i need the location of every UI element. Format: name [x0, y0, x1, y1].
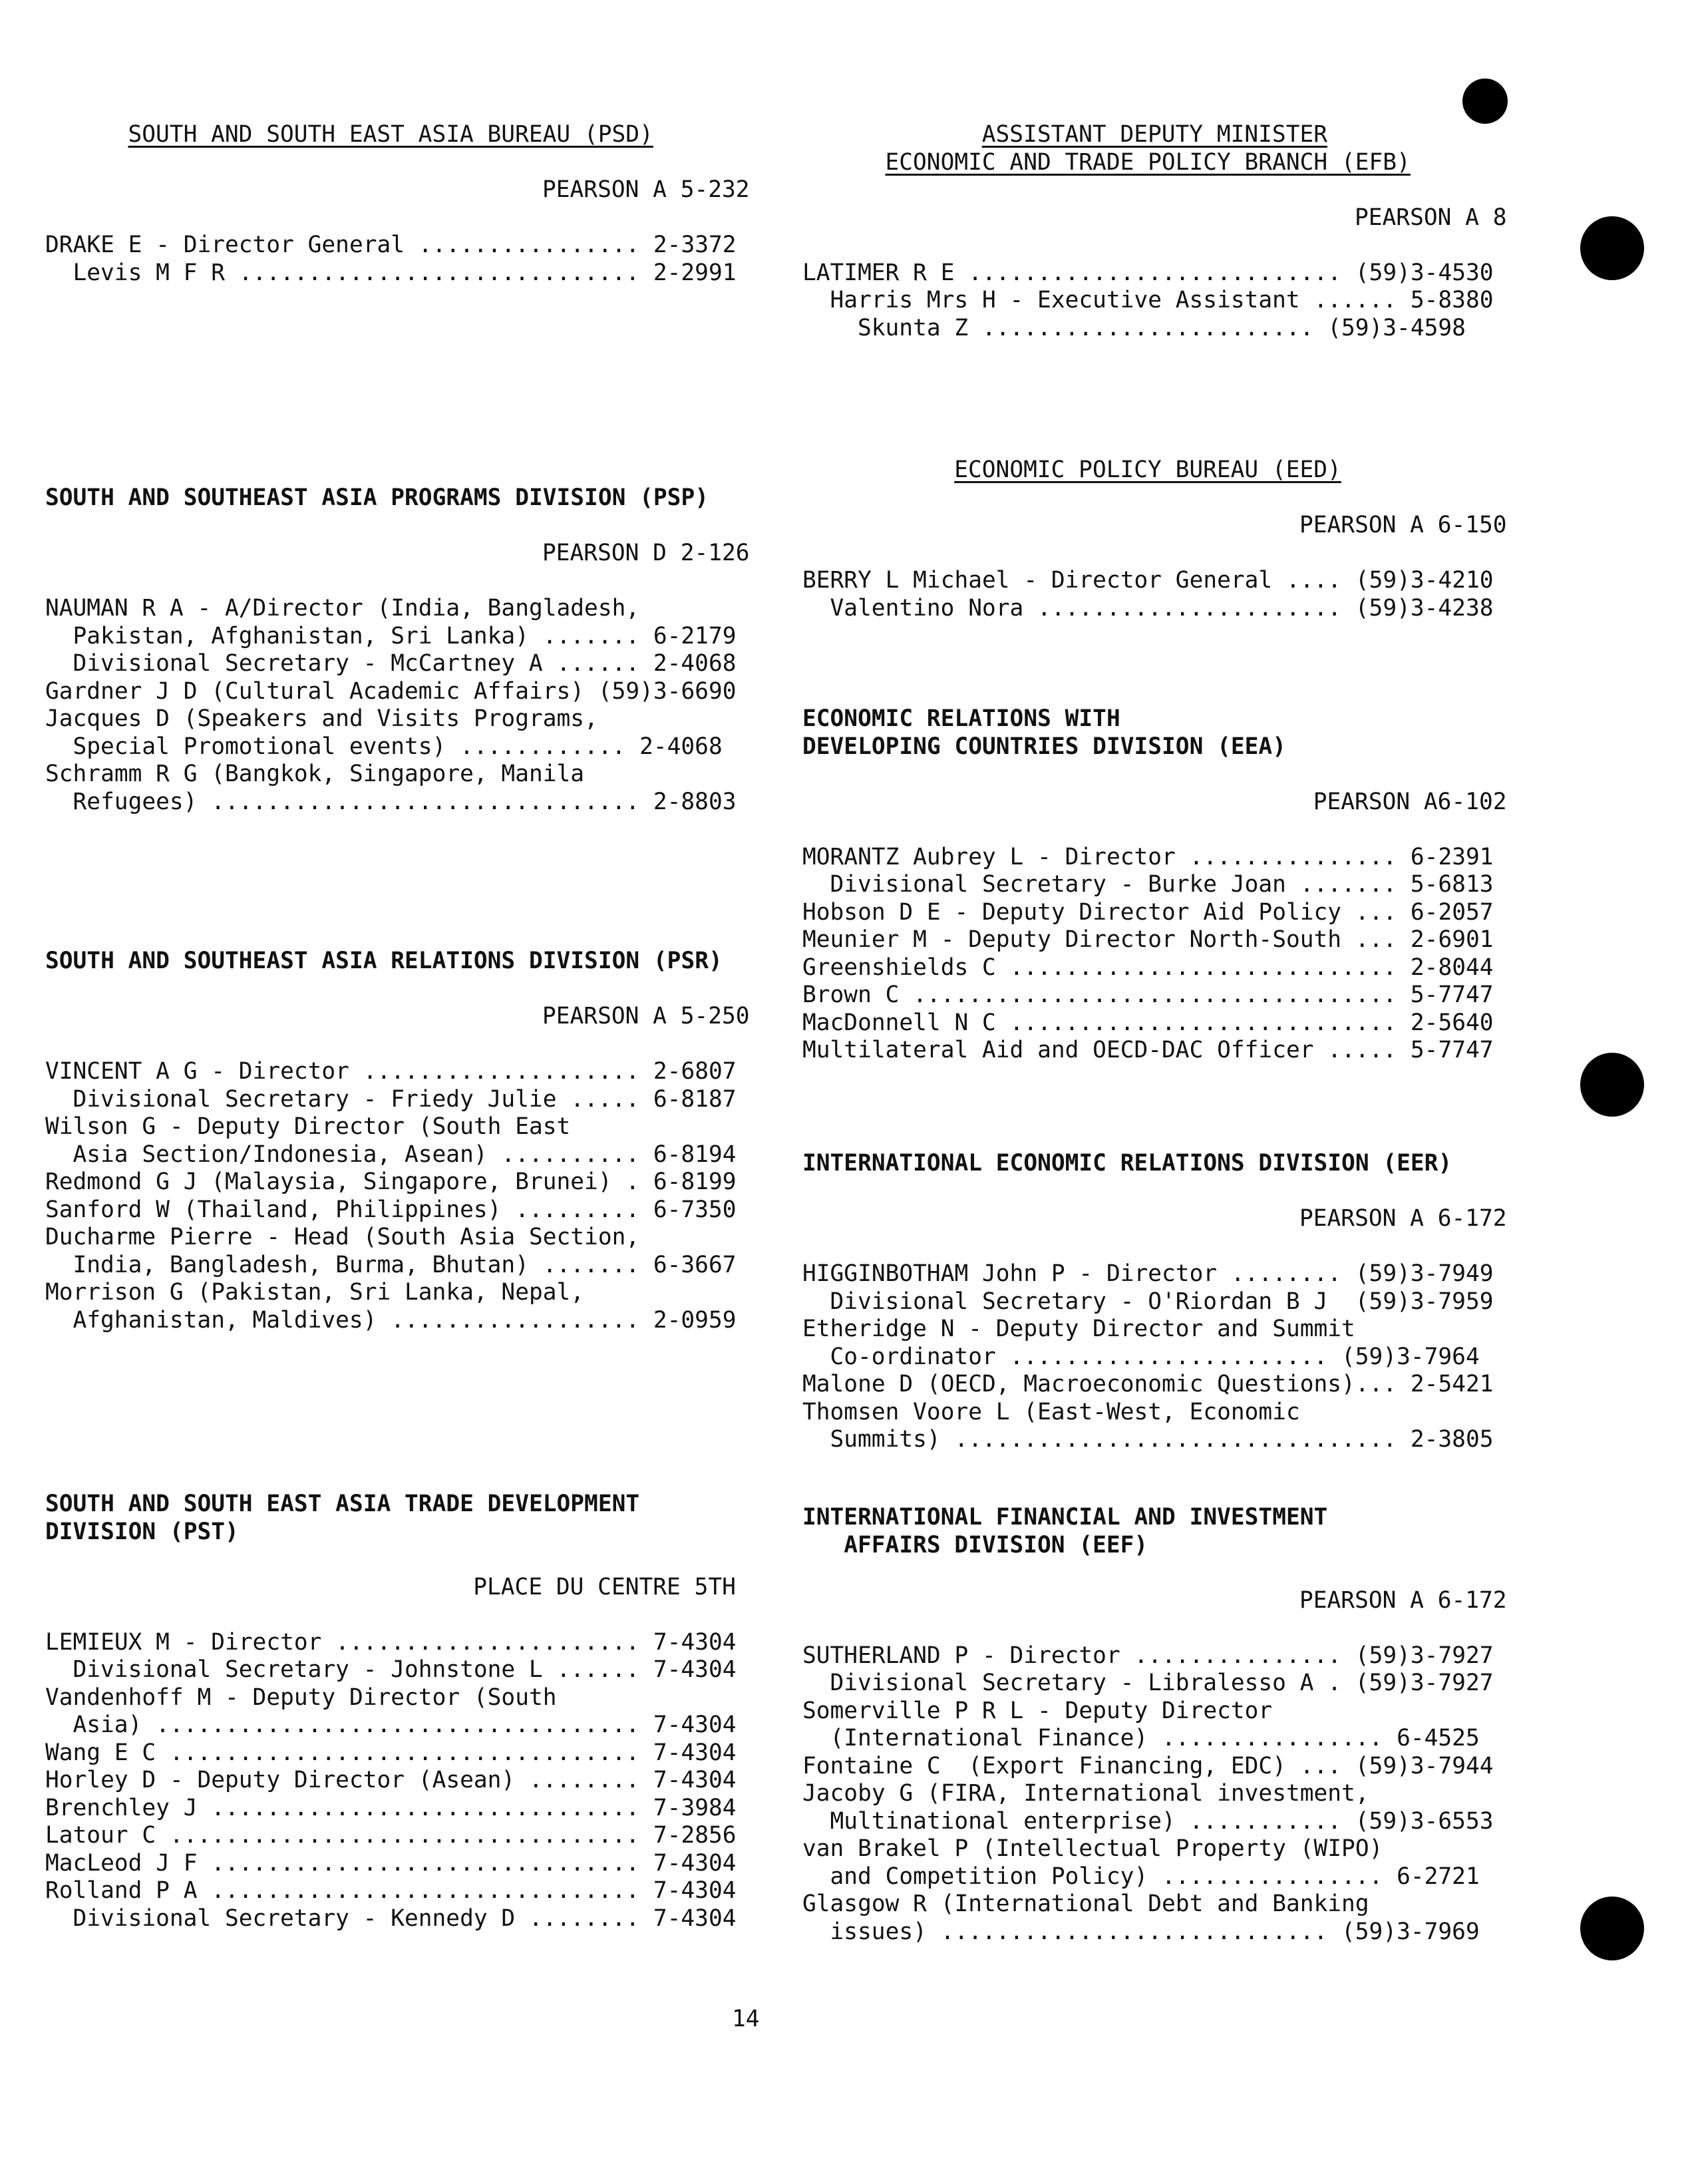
directory-line — [802, 1753, 1508, 1781]
directory-line — [802, 844, 1508, 872]
page-number: 14 — [732, 2006, 760, 2032]
directory-line — [802, 954, 1508, 982]
directory-line — [802, 1725, 1508, 1753]
directory-line — [45, 595, 751, 623]
spacer — [802, 1614, 1508, 1642]
line-text: Divisional Secretary - Johnstone L ...... 7-4304 — [73, 1656, 737, 1683]
line-text: PEARSON A 6-172 — [1299, 1205, 1507, 1232]
section-heading — [45, 1519, 751, 1547]
directory-line — [45, 789, 751, 817]
directory-line — [45, 540, 751, 568]
directory-line — [45, 623, 751, 651]
spacer — [802, 1178, 1508, 1206]
line-text: Divisional Secretary - Kennedy D ........ 7-4304 — [73, 1905, 737, 1932]
line-text: Skunta Z ........................ (59)3-4598 — [858, 314, 1466, 341]
directory-line — [802, 1037, 1508, 1065]
directory-line — [45, 1795, 751, 1823]
line-text: Refugees) ............................... 2-8803 — [73, 788, 737, 815]
spacer — [45, 976, 751, 1003]
line-text: Divisional Secretary - Burke Joan ....... 5-6813 — [830, 871, 1494, 898]
line-text: Jacoby G (FIRA, International investment, — [802, 1780, 1369, 1807]
directory-line — [45, 1003, 751, 1031]
directory-line — [802, 1316, 1508, 1344]
directory-line — [802, 1426, 1508, 1454]
line-text: Ducharme Pierre - Head (South Asia Section, — [45, 1224, 640, 1250]
section-psr — [45, 948, 751, 1334]
directory-line — [802, 871, 1508, 899]
directory-line — [45, 705, 751, 733]
line-text: ECONOMIC POLICY BUREAU (EED) — [954, 456, 1341, 483]
line-text: DRAKE E - Director General ................ 2-3372 — [45, 232, 737, 258]
directory-line — [45, 1196, 751, 1224]
directory-line — [45, 232, 751, 260]
section-pst — [45, 1491, 751, 1932]
line-text: Somerville P R L - Deputy Director — [802, 1697, 1273, 1724]
line-text: PEARSON A 6-172 — [1299, 1586, 1507, 1614]
line-text: Horley D - Deputy Director (Asean) ........ 7-4304 — [45, 1767, 737, 1793]
punch-hole — [1580, 1897, 1644, 1960]
line-text: ECONOMIC RELATIONS WITH — [802, 705, 1120, 732]
line-text: HIGGINBOTHAM John P - Director ........ (59)3-7949 — [802, 1260, 1494, 1287]
line-text: Harris Mrs H - Executive Assistant ...... 5-8380 — [830, 287, 1494, 313]
section-eea — [802, 705, 1508, 1065]
line-text: van Brakel P (Intellectual Property (WIPO) — [802, 1835, 1383, 1862]
line-text: LATIMER R E ........................... (59)3-4530 — [802, 259, 1494, 286]
line-text: AFFAIRS DIVISION (EEF) — [844, 1531, 1148, 1558]
line-text: PEARSON A 6-150 — [1299, 512, 1507, 538]
directory-line — [802, 260, 1508, 287]
directory-line — [45, 678, 751, 706]
directory-line — [45, 260, 751, 287]
punch-hole — [1580, 1053, 1644, 1117]
line-text: SOUTH AND SOUTHEAST ASIA PROGRAMS DIVISION (PSP) — [45, 484, 709, 511]
directory-line — [45, 1058, 751, 1086]
spacer — [45, 149, 751, 177]
line-text: Wang E C .................................. 7-4304 — [45, 1739, 737, 1766]
directory-line — [802, 1835, 1508, 1863]
section-heading — [802, 1532, 1508, 1560]
directory-line — [45, 1712, 751, 1739]
directory-line — [802, 1260, 1508, 1288]
line-text: Divisional Secretary - Friedy Julie ..... 6-8187 — [73, 1085, 737, 1113]
directory-line — [45, 1850, 751, 1878]
section-heading — [802, 456, 1508, 484]
spacer — [802, 1233, 1508, 1261]
directory-line — [45, 1252, 751, 1280]
line-text: Multilateral Aid and OECD-DAC Officer ..... 5-7747 — [802, 1037, 1494, 1063]
section-eef — [802, 1504, 1508, 1946]
line-text: VINCENT A G - Director .................... 2-6807 — [45, 1058, 737, 1085]
directory-line — [45, 1141, 751, 1169]
line-text: PEARSON D 2-126 — [542, 540, 750, 566]
section-heading — [45, 1491, 751, 1519]
line-text: PLACE DU CENTRE 5TH — [473, 1573, 736, 1600]
line-text: issues) ............................ (59)3-7969 — [830, 1918, 1480, 1945]
line-text: Schramm R G (Bangkok, Singapore, Manila — [45, 761, 585, 787]
line-text: Brenchley J ............................... 7-3984 — [45, 1794, 737, 1821]
line-text: ASSISTANT DEPUTY MINISTER — [981, 121, 1328, 148]
directory-line — [802, 1808, 1508, 1836]
line-text: Asia) ................................... 7-4304 — [73, 1712, 737, 1738]
line-text: PEARSON A 5-250 — [542, 1003, 750, 1029]
directory-line — [802, 1698, 1508, 1726]
directory-line — [802, 1918, 1508, 1946]
line-text: PEARSON A 8 — [1355, 204, 1507, 231]
line-text: DEVELOPING COUNTRIES DIVISION (EEA) — [802, 733, 1286, 760]
directory-line — [802, 1863, 1508, 1891]
directory-line — [45, 1877, 751, 1905]
spacer — [45, 1546, 751, 1574]
directory-line — [802, 1009, 1508, 1037]
line-text: SOUTH AND SOUTH EAST ASIA BUREAU (PSD) — [128, 121, 653, 148]
section-heading — [802, 733, 1508, 761]
punch-hole — [1462, 79, 1508, 124]
section-efb — [802, 121, 1508, 342]
section-heading — [802, 149, 1508, 177]
spacer — [802, 1559, 1508, 1587]
directory-line — [45, 650, 751, 678]
directory-line — [45, 1656, 751, 1684]
line-text: Pakistan, Afghanistan, Sri Lanka) ....... 6-2179 — [73, 622, 737, 649]
line-text: INTERNATIONAL ECONOMIC RELATIONS DIVISION (EER) — [802, 1150, 1452, 1177]
spacer — [45, 1601, 751, 1629]
line-text: Jacques D (Speakers and Visits Programs, — [45, 705, 598, 732]
directory-line — [802, 789, 1508, 817]
directory-line — [45, 1113, 751, 1141]
line-text: LEMIEUX M - Director ...................... 7-4304 — [45, 1628, 737, 1656]
line-text: INTERNATIONAL FINANCIAL AND INVESTMENT — [802, 1504, 1328, 1531]
line-text: Asia Section/Indonesia, Asean) .......... 6-8194 — [73, 1141, 737, 1168]
directory-line — [45, 1086, 751, 1114]
line-text: (International Finance) ................ 6-4525 — [830, 1725, 1480, 1751]
directory-line — [802, 1891, 1508, 1918]
spacer — [802, 761, 1508, 789]
spacer — [802, 484, 1508, 512]
directory-line — [802, 567, 1508, 595]
spacer — [802, 816, 1508, 844]
section-heading — [45, 948, 751, 976]
line-text: Glasgow R (International Debt and Banking — [802, 1891, 1369, 1917]
line-text: Sanford W (Thailand, Philippines) ......... 6-7350 — [45, 1196, 737, 1223]
line-text: Divisional Secretary - Libralesso A . (59)3-7927 — [830, 1670, 1494, 1696]
directory-line — [45, 176, 751, 204]
line-text: Summits) ................................ 2-3805 — [830, 1426, 1494, 1453]
directory-line — [45, 1307, 751, 1335]
directory-line — [802, 1344, 1508, 1371]
section-psp — [45, 484, 751, 816]
line-text: SOUTH AND SOUTHEAST ASIA RELATIONS DIVISION (PSR) — [45, 948, 723, 974]
directory-line — [45, 1905, 751, 1933]
spacer — [802, 176, 1508, 204]
line-text: Wilson G - Deputy Director (South East — [45, 1113, 571, 1140]
line-text: Levis M F R ............................. 2-2991 — [73, 259, 737, 286]
section-heading — [802, 121, 1508, 149]
line-text: Latour C .................................. 7-2856 — [45, 1822, 737, 1849]
line-text: Redmond G J (Malaysia, Singapore, Brunei) . 6-8199 — [45, 1169, 737, 1195]
directory-line — [802, 595, 1508, 623]
spacer — [45, 512, 751, 540]
directory-line — [802, 1642, 1508, 1670]
section-heading — [802, 1150, 1508, 1178]
directory-line — [802, 204, 1508, 232]
directory-line — [802, 512, 1508, 540]
directory-line — [45, 733, 751, 761]
line-text: Valentino Nora ...................... (59)3-4238 — [830, 594, 1494, 622]
directory-line — [45, 1629, 751, 1657]
line-text: SUTHERLAND P - Director ............... (59)3-7927 — [802, 1642, 1494, 1669]
directory-line — [802, 1587, 1508, 1615]
punch-hole — [1580, 216, 1644, 280]
directory-line — [45, 1169, 751, 1196]
line-text: MacLeod J F ............................... 7-4304 — [45, 1849, 737, 1877]
line-text: Brown C ................................... 5-7747 — [802, 982, 1494, 1008]
line-text: Multinational enterprise) ........... (59)3-6553 — [830, 1807, 1494, 1835]
line-text: Rolland P A ............................... 7-4304 — [45, 1877, 737, 1904]
directory-line — [45, 1767, 751, 1795]
line-text: Hobson D E - Deputy Director Aid Policy ... 6-2057 — [802, 898, 1494, 926]
line-text: NAUMAN R A - A/Director (India, Bangladesh, — [45, 595, 640, 622]
line-text: Vandenhoff M - Deputy Director (South — [45, 1684, 557, 1711]
directory-line — [45, 761, 751, 789]
directory-line — [802, 315, 1508, 343]
line-text: MORANTZ Aubrey L - Director ............... 6-2391 — [802, 843, 1494, 870]
section-heading — [802, 1504, 1508, 1532]
directory-line — [802, 982, 1508, 1009]
line-text: Thomsen Voore L (East-West, Economic — [802, 1398, 1300, 1425]
section-heading — [802, 705, 1508, 733]
directory-line — [45, 1279, 751, 1307]
section-heading — [45, 121, 751, 149]
spacer — [802, 232, 1508, 260]
line-text: Special Promotional events) ............ 2-4068 — [73, 733, 723, 760]
spacer — [802, 540, 1508, 568]
line-text: Afghanistan, Maldives) .................. 2-0959 — [73, 1306, 737, 1334]
directory-line — [802, 1780, 1508, 1808]
line-text: Meunier M - Deputy Director North-South ... 2-6901 — [802, 926, 1494, 953]
line-text: Divisional Secretary - McCartney A ...... 2-4068 — [73, 650, 737, 677]
line-text: BERRY L Michael - Director General .... (59)3-4210 — [802, 567, 1494, 594]
line-text: Fontaine C (Export Financing, EDC) ... (59)3-7944 — [802, 1752, 1494, 1779]
directory-line — [802, 926, 1508, 954]
section-eed — [802, 456, 1508, 622]
directory-line — [45, 1574, 751, 1602]
directory-line — [802, 1399, 1508, 1427]
line-text: Co-ordinator ....................... (59)3-7964 — [830, 1343, 1480, 1370]
line-text: Gardner J D (Cultural Academic Affairs) (59)3-6690 — [45, 677, 737, 705]
directory-line — [802, 1670, 1508, 1698]
line-text: Malone D (OECD, Macroeconomic Questions)... 2-5421 — [802, 1371, 1494, 1397]
line-text: PEARSON A6-102 — [1313, 788, 1507, 815]
directory-line — [802, 1205, 1508, 1233]
line-text: PEARSON A 5-232 — [542, 176, 750, 203]
line-text: India, Bangladesh, Burma, Bhutan) ....... 6-3667 — [73, 1251, 737, 1278]
line-text: Greenshields C ............................ 2-8044 — [802, 954, 1494, 981]
directory-line — [45, 1684, 751, 1712]
directory-line — [45, 1739, 751, 1767]
line-text: SOUTH AND SOUTH EAST ASIA TRADE DEVELOPMENT — [45, 1491, 640, 1517]
directory-line — [802, 899, 1508, 927]
spacer — [45, 568, 751, 596]
section-psd — [45, 121, 751, 287]
line-text: DIVISION (PST) — [45, 1518, 239, 1545]
directory-line — [45, 1822, 751, 1850]
line-text: and Competition Policy) ................ 6-2721 — [830, 1863, 1480, 1890]
line-text: ECONOMIC AND TRADE POLICY BRANCH (EFB) — [885, 148, 1411, 176]
line-text: Divisional Secretary - O'Riordan B J (59)3-7959 — [830, 1288, 1494, 1315]
line-text: Morrison G (Pakistan, Sri Lanka, Nepal, — [45, 1279, 585, 1306]
spacer — [45, 204, 751, 232]
section-heading — [45, 484, 751, 512]
directory-line — [802, 1288, 1508, 1316]
section-eer — [802, 1150, 1508, 1454]
line-text: MacDonnell N C ............................ 2-5640 — [802, 1009, 1494, 1036]
line-text: Etheridge N - Deputy Director and Summit — [802, 1316, 1355, 1342]
directory-line — [45, 1224, 751, 1252]
spacer — [45, 1031, 751, 1059]
directory-line — [802, 1371, 1508, 1399]
directory-line — [802, 287, 1508, 315]
